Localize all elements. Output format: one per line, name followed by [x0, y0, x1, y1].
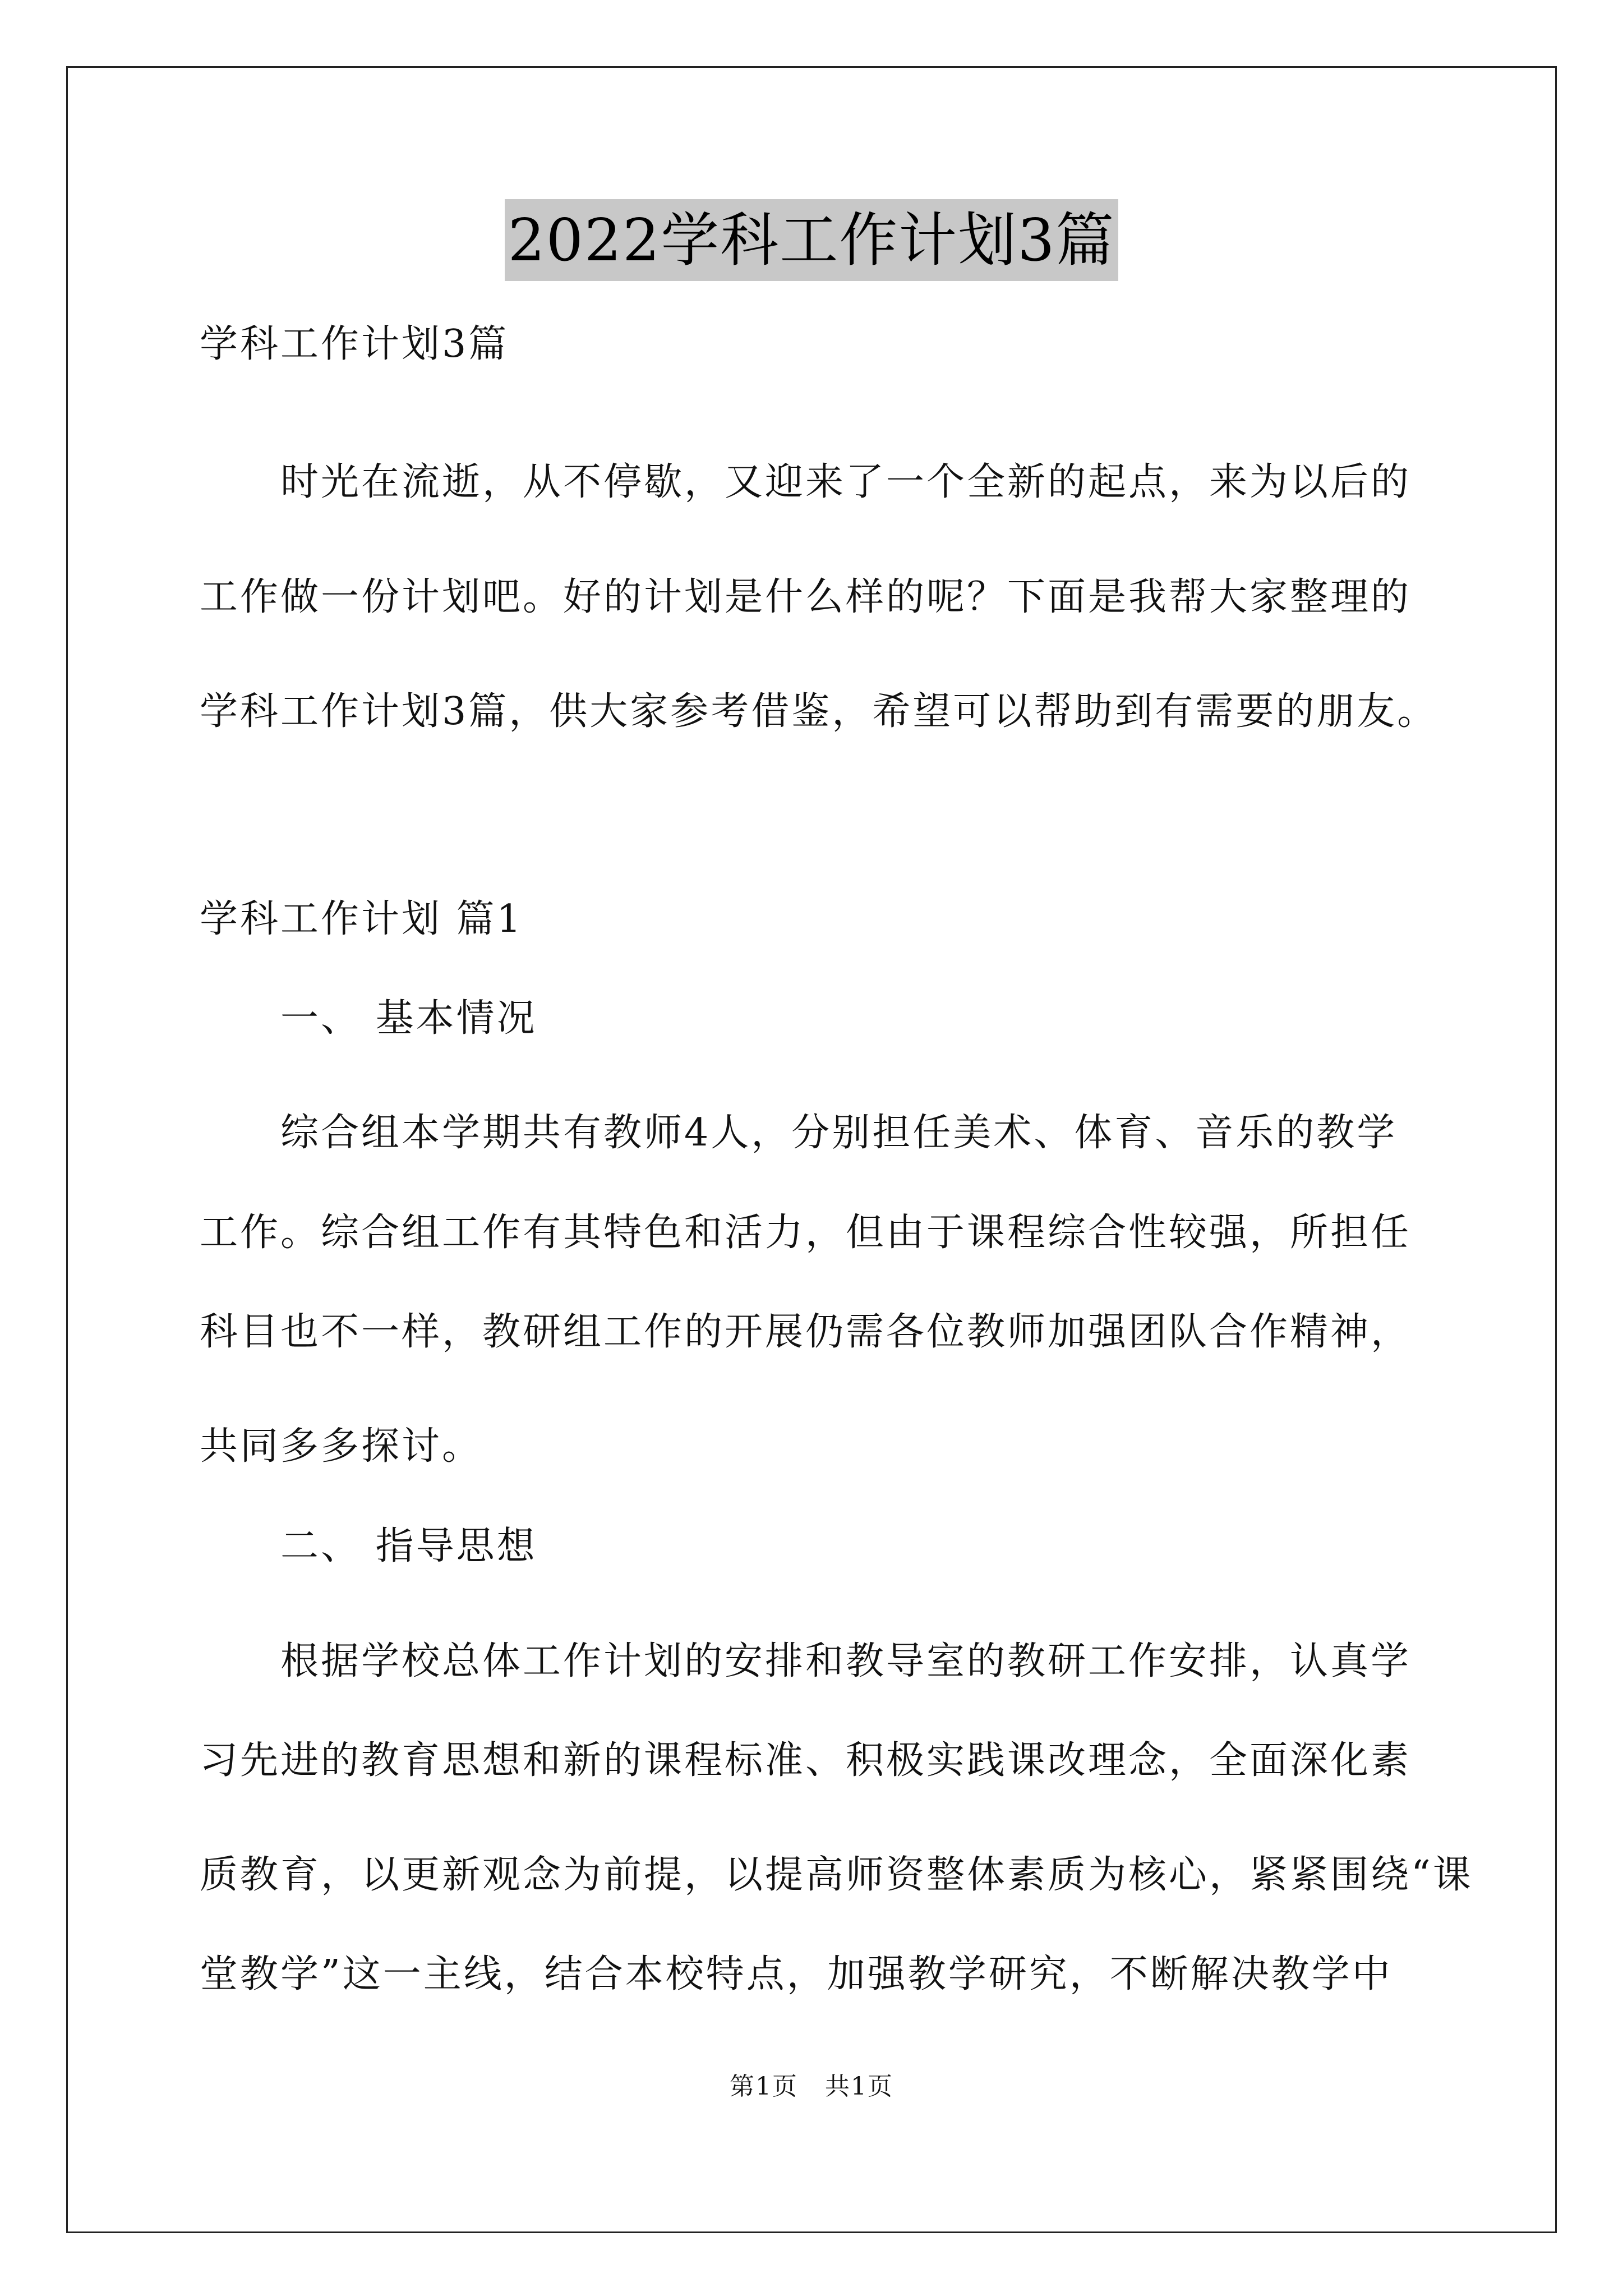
intro-line-1: 时光在流逝，从不停歇，又迎来了一个全新的起点，来为以后的 [280, 460, 1412, 504]
para2-line-3: 质教育，以更新观念为前提，以提高师资整体素质为核心，紧紧围绕“课 [200, 1853, 1473, 1897]
para1-line-2: 工作。综合组工作有其特色和活力，但由于课程综合性较强，所担任 [200, 1211, 1412, 1255]
para2-line-1: 根据学校总体工作计划的安排和教导室的教研工作安排，认真学 [280, 1639, 1412, 1683]
para1-line-4: 共同多多探讨。 [200, 1424, 483, 1469]
para1-line-3: 科目也不一样，教研组工作的开展仍需各位教师加强团队合作精神， [200, 1310, 1412, 1354]
document-title: 2022学科工作计划3篇 [505, 199, 1119, 281]
para2-line-4: 堂教学”这一主线，结合本校特点，加强教学研究，不断解决教学中 [200, 1952, 1393, 1996]
para1-line-1: 综合组本学期共有教师4人，分别担任美术、体育、音乐的教学 [280, 1111, 1398, 1155]
heading-basic-situation: 一、 基本情况 [280, 996, 537, 1041]
section-title: 学科工作计划 篇1 [200, 897, 523, 941]
page-number-label: 第1页 共1页 [730, 2072, 893, 2101]
document-subtitle: 学科工作计划3篇 [200, 322, 509, 366]
page-footer [0, 2070, 1623, 2104]
intro-line-3: 学科工作计划3篇，供大家参考借鉴，希望可以帮助到有需要的朋友。 [200, 689, 1438, 734]
heading-guiding-thought: 二、 指导思想 [280, 1524, 537, 1568]
title-container [0, 199, 1623, 281]
para2-line-2: 习先进的教育思想和新的课程标准、积极实践课改理念，全面深化素 [200, 1738, 1412, 1783]
intro-line-2: 工作做一份计划吧。好的计划是什么样的呢？下面是我帮大家整理的 [200, 575, 1412, 619]
